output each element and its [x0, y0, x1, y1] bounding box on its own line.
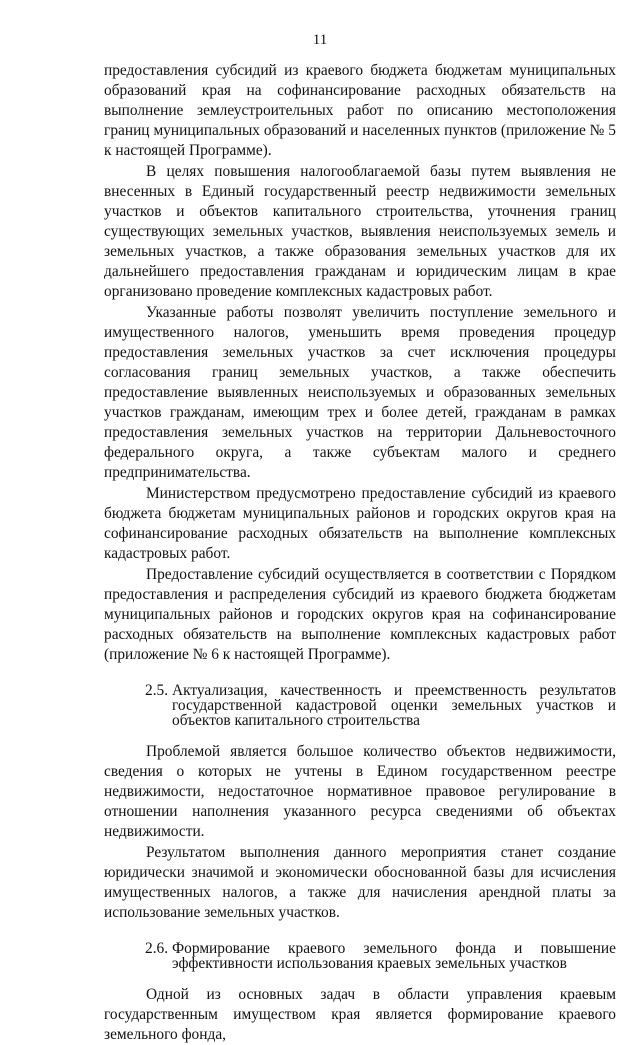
paragraph: Предоставление субсидий осуществляется в соответствии с Порядком предоставления и распределения субсидий из краевого бюджета бюджетам муниципальных районов и городских округов края на софинансирование расходных обязательств на выполнение комплексных кадастровых работ (приложение № 6 к настоящей Программе). — [104, 566, 616, 663]
section-number: 2.6. — [145, 940, 169, 957]
section-number: 2.5. — [145, 682, 169, 699]
paragraph: Указанные работы позволят увеличить поступление земельного и имущественного налогов, уменьшить время проведения процедур предоставления земельных участков за счет исключения процедуры согласования границ земельных участков, а также обеспечить предоставление выявленных неиспользуемых и образованных земельных участков гражданам, имеющим трех и более детей, гражданам в рамках предоставления земельных участков на территории Дальневосточного федерального округа, а также субъектам малого и среднего предпринимательства. — [104, 304, 616, 481]
section-heading-2-6 — [104, 941, 616, 971]
paragraph: В целях повышения налогооблагаемой базы путем выявления не внесенных в Единый государственный реестр недвижимости земельных участков и объектов капитального строительства, уточнения границ существующих земельных участков, выявления неиспользуемых земель и земельных участков, а также образования земельных участков для их дальнейшего предоставления гражданам и юридическим лицам в крае организовано проведение комплексных кадастровых работ. — [104, 163, 616, 300]
paragraph: Результатом выполнения данного мероприятия станет создание юридически значимой и экономически обоснованной базы для исчисления имущественных налогов, а также для начисления арендной платы за использование земельных участков. — [104, 844, 616, 921]
section-heading-2-5 — [104, 683, 616, 728]
paragraph: предоставления субсидий из краевого бюджета бюджетам муниципальных образований края на софинансирование расходных обязательств на выполнение землеустроительных работ по описанию местоположения границ муниципальных образований и населенных пунктов (приложение № 5 к настоящей Программе). — [104, 62, 616, 159]
paragraph: Одной из основных задач в области управления краевым государственным имуществом края является формирование краевого земельного фонда, — [104, 986, 616, 1043]
section-title: Актуализация, качественность и преемственность результатов государственной кадастровой оценки земельных участков и объектов капитального строительства — [172, 682, 616, 729]
paragraph: Проблемой является большое количество объектов недвижимости, сведения о которых не учтены в Едином государственном реестре недвижимости, недостаточное нормативное правовое регулирование в отношении наполнения указанного ресурса сведениями об объектах недвижимости. — [104, 743, 616, 840]
page-number: 11 — [312, 32, 328, 48]
paragraph: Министерством предусмотрено предоставление субсидий из краевого бюджета бюджетам муниципальных районов и городских округов края на софинансирование расходных обязательств на выполнение комплексных кадастровых работ. — [104, 485, 616, 562]
section-title: Формирование краевого земельного фонда и повышение эффективности использования краевых земельных участков — [172, 940, 616, 972]
document-body — [104, 61, 616, 1045]
